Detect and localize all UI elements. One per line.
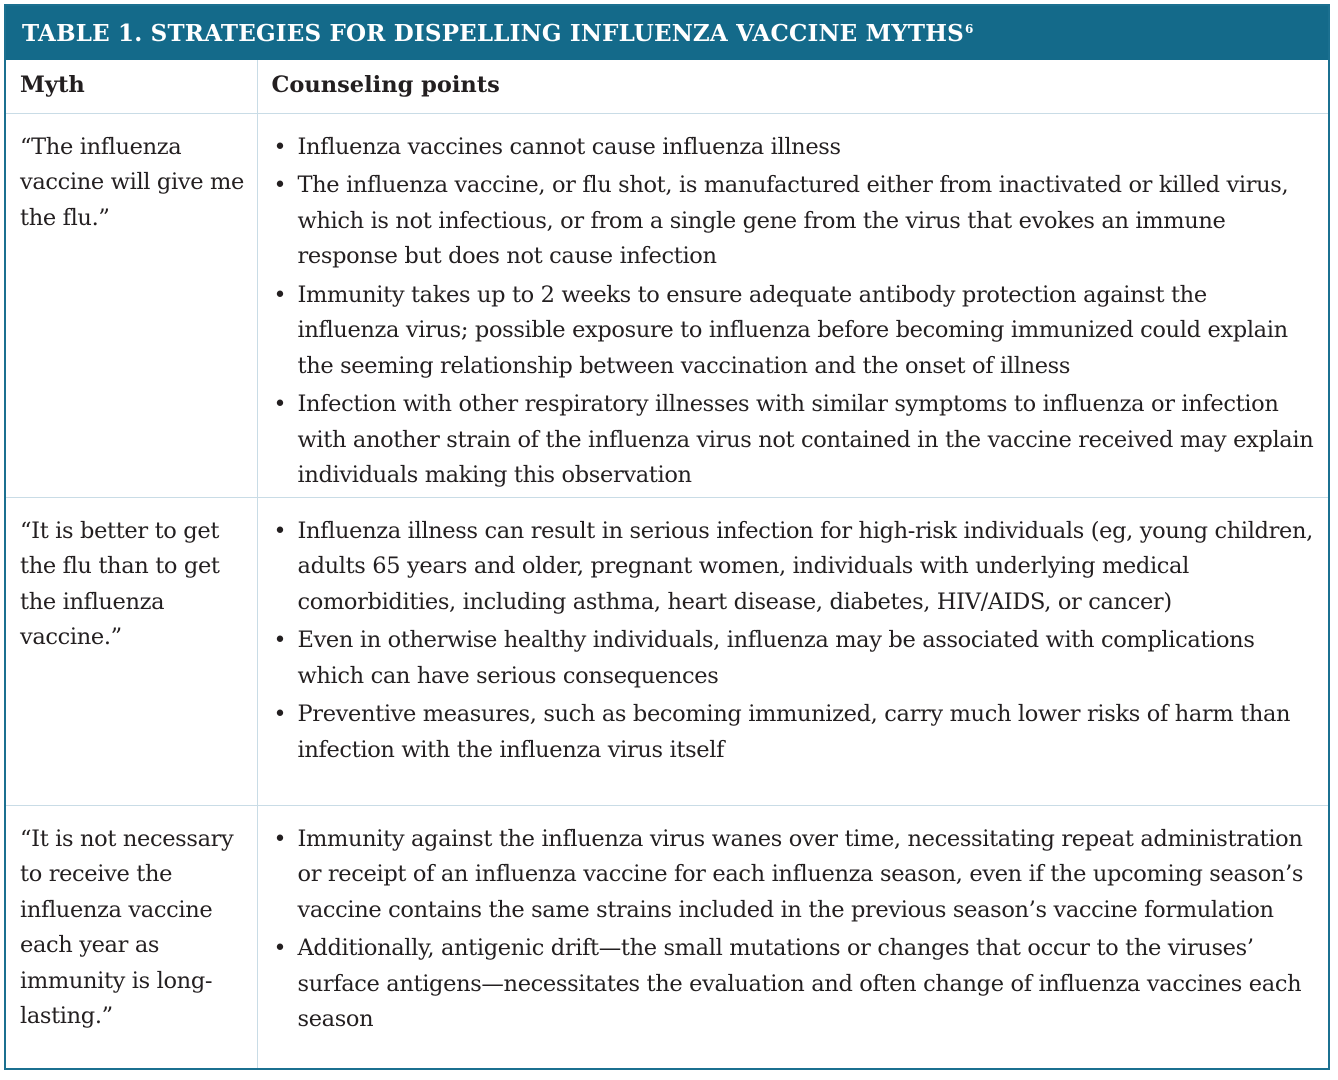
list-item [270,822,1315,929]
myth-cell: “The influenza vaccine will give me the flu.” [6,113,257,497]
table-title-reference: 6 [964,22,974,36]
bullet-icon: • [273,936,287,961]
bullet-icon: • [273,518,287,544]
list-item [270,168,1315,275]
point-text: Influenza illness can result in serious infection for high-risk individuals (eg, young children, adults 65 years and older, pregnant women, individuals with underlying medical comorbidities, including asthma, heart disease, diabetes, HIV/AIDS, or cancer) [297,517,1313,615]
list-item [270,514,1315,621]
myths-table [4,4,1330,1070]
header-myth: Myth [6,60,257,113]
point-text: Additionally, antigenic drift—the small mutations or changes that occur to the viruses’ surface antigens—necessitates the evaluation and often change of influenza vaccines each season [297,935,1302,1032]
header-row [6,60,1328,113]
bullet-icon: • [273,826,287,852]
bullet-icon: • [273,134,287,160]
point-text: The influenza vaccine, or flu shot, is manufactured either from inactivated or killed virus, which is not infectious, or from a single gene from the virus that evokes an immune response but does not cause infection [297,172,1289,269]
point-text: Influenza vaccines cannot cause influenza illness [297,133,841,160]
list-item [270,623,1315,694]
table-title-bar [6,6,1328,60]
myths-grid [6,60,1328,1068]
point-text: Infection with other respiratory illnesses with similar symptoms to influenza or infection with another strain of the influenza virus not contained in the vaccine received may explain individuals making this observation [297,391,1314,488]
point-text: Immunity takes up to 2 weeks to ensure adequate antibody protection against the influenza virus; possible exposure to influenza before becoming immunized could explain the seeming relationship between vaccination and the onset of illness [297,281,1288,379]
counseling-points-list [270,130,1315,494]
header-counseling-points: Counseling points [257,60,1328,113]
counseling-points-cell [257,805,1328,1068]
counseling-points-list [270,514,1315,769]
bullet-icon: • [273,282,287,308]
point-text: Even in otherwise healthy individuals, influenza may be associated with complications which can have serious consequences [297,627,1255,689]
bullet-icon: • [273,702,287,727]
table-row [6,497,1328,805]
bullet-icon: • [273,392,287,417]
myth-cell: “It is better to get the flu than to get the influenza vaccine.” [6,497,257,805]
list-item [270,130,1315,166]
list-item [270,931,1315,1038]
point-text: Preventive measures, such as becoming immunized, carry much lower risks of harm than infection with the influenza virus itself [297,701,1291,763]
counseling-points-list [270,822,1315,1038]
counseling-points-cell [257,113,1328,497]
table-row [6,805,1328,1068]
myth-cell: “It is not necessary to receive the influenza vaccine each year as immunity is long-lasting.” [6,805,257,1068]
point-text: Immunity against the influenza virus wanes over time, necessitating repeat administration or receipt of an influenza vaccine for each influenza season, even if the upcoming season’s vaccine contains the same strains included in the previous season’s vaccine formulation [297,825,1304,923]
counseling-points-cell [257,497,1328,805]
list-item [270,697,1315,768]
table-row [6,113,1328,497]
list-item [270,278,1315,385]
bullet-icon: • [273,173,287,198]
bullet-icon: • [273,628,287,653]
list-item [270,387,1315,494]
table-title: TABLE 1. STRATEGIES FOR DISPELLING INFLUENZA VACCINE MYTHS [22,19,964,47]
